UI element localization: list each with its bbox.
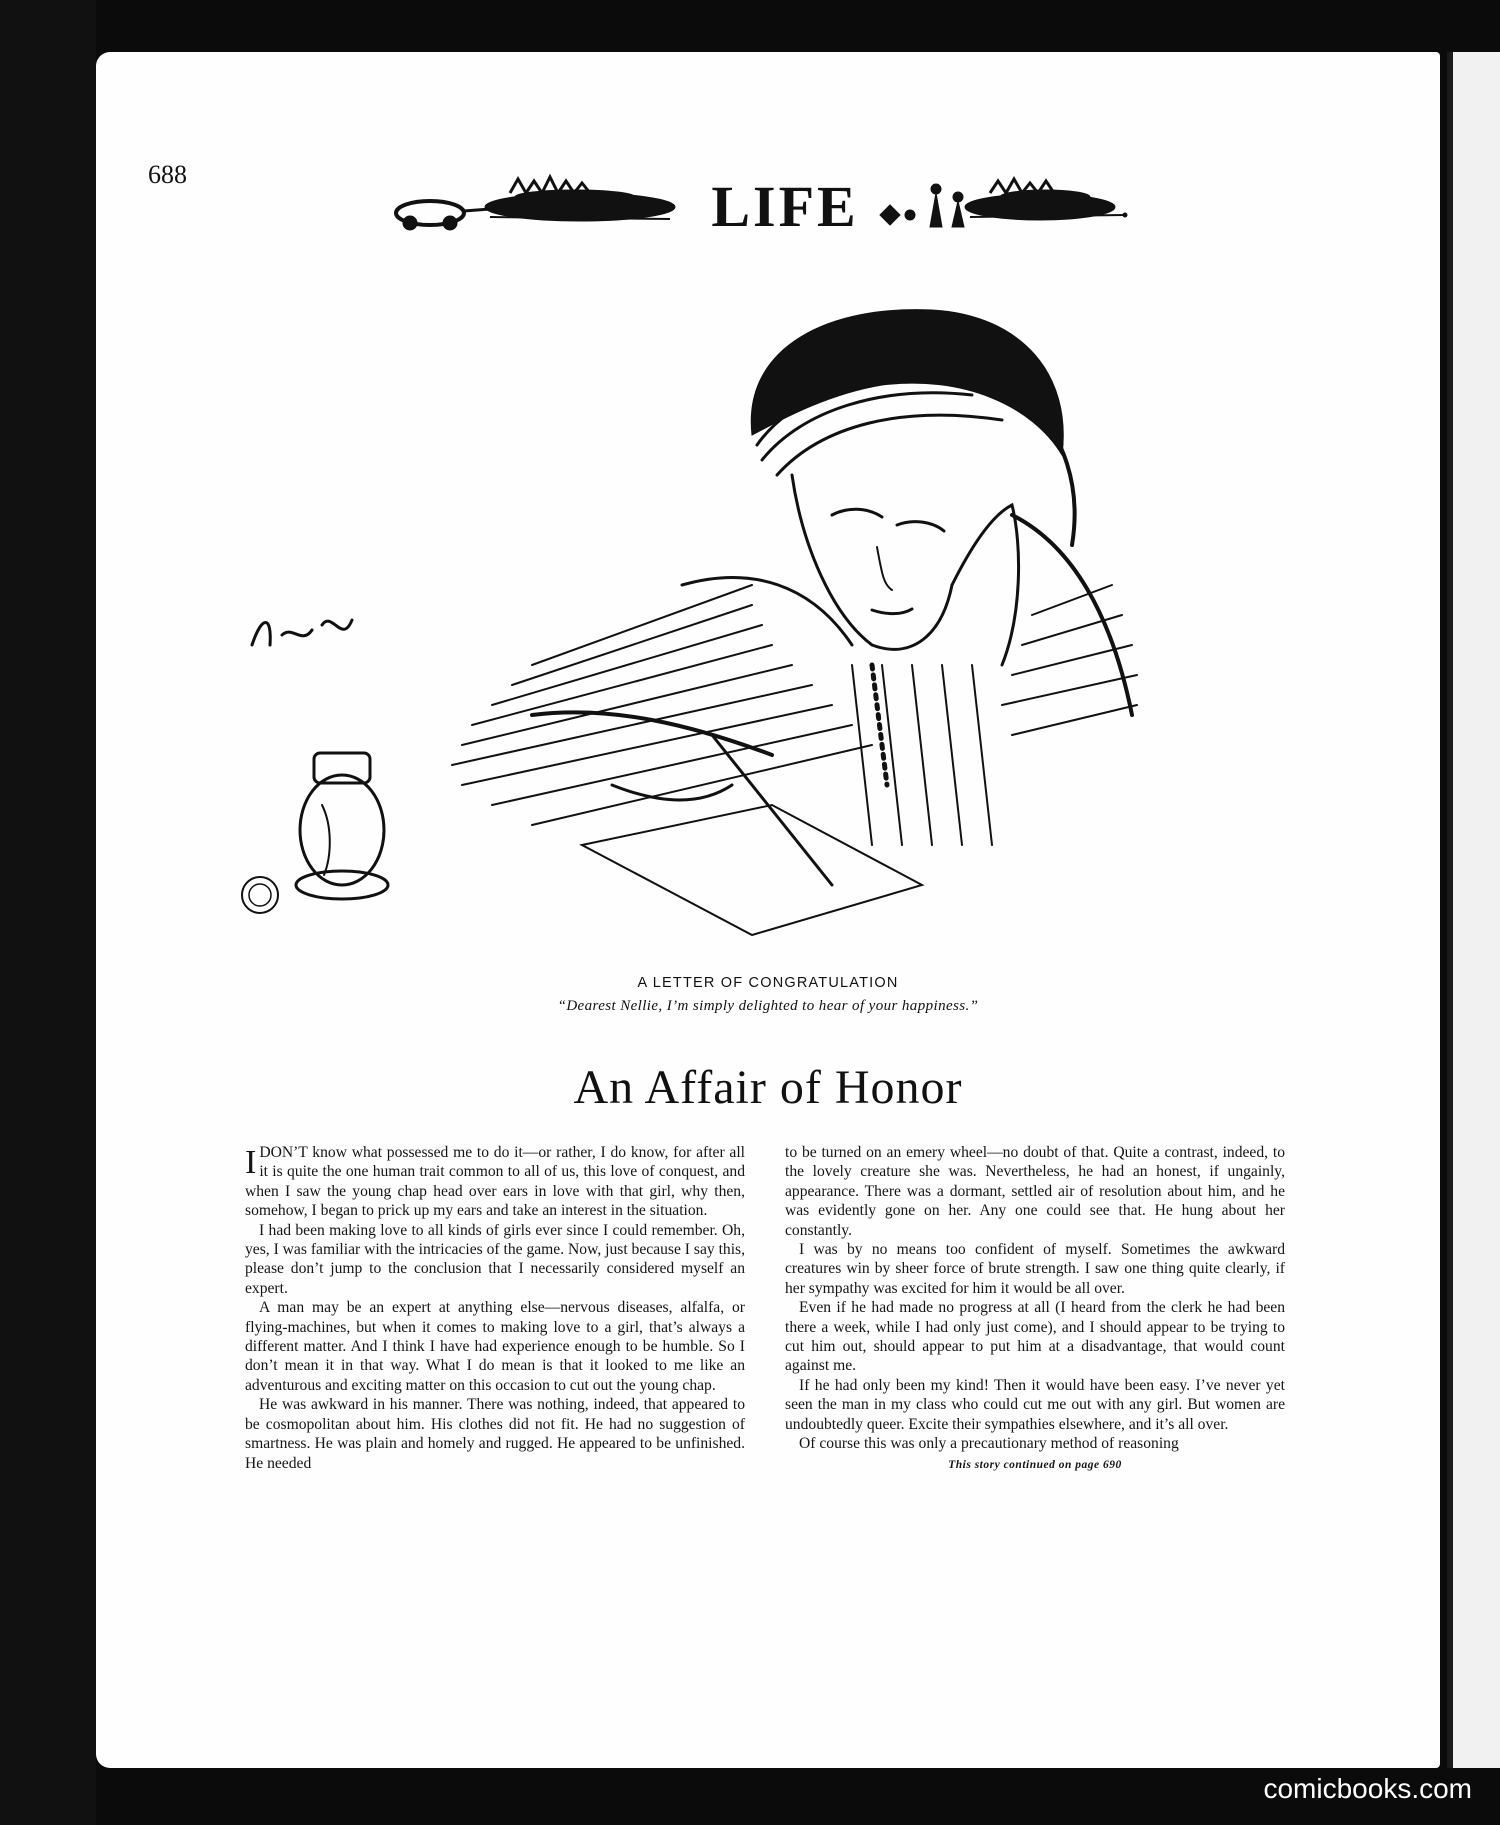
article-paragraph: I had been making love to all kinds of girls ever since I could remember. Oh, yes, I was familiar with the intricacies of the game. Now, just because I say this, please don’t jump to the conclusion that I necessarily considered myself an expert. <box>245 1221 746 1297</box>
continued-note: This story continued on page 690 <box>948 1458 1122 1471</box>
article-paragraph: Of course this was only a precautionary method of reasoning <box>799 1435 1179 1453</box>
article-paragraph: IDON’T know what possessed me to do it—or rather, I do know, for after all it is quite the one human trait common to all of us, this love of conquest, and when I saw the young chap head over ears in love with that girl, why then, somehow, I began to prick up my ears and take an interest in the situation. <box>245 1144 745 1220</box>
article-paragraph: to be turned on an emery wheel—no doubt of that. Quite a contrast, indeed, to the lovely creature she was. Nevertheless, he had an honest, if ungainly, appearance. There was a dormant, settled air of resolution about him, and he was evidently gone on her. Any one could see that. He hung about her constantly. <box>785 1144 1285 1239</box>
watermark: comicbooks.com <box>1263 1773 1472 1804</box>
article-column-right <box>785 1143 1285 1475</box>
page-spine <box>1447 52 1453 1768</box>
scan-left-margin <box>0 0 96 1825</box>
masthead-title: LIFE <box>711 174 859 239</box>
article-paragraph: He was awkward in his manner. There was nothing, indeed, that appeared to be cosmopolitan about him. His clothes did not fit. He had no suggestion of smartness. He was plain and homely and rugged. He appeared to be unfinished. He needed <box>245 1396 745 1472</box>
masthead <box>370 165 1130 255</box>
article-paragraph: Even if he had made no progress at all (I heard from the clerk he had been there a week, while I had only just come), and I should appear to be trying to cut him out, should appear to put him at a disadvantage, that would count against me. <box>785 1299 1285 1375</box>
article-paragraph: If he had only been my kind! Then it would have been easy. I’ve never yet seen the man in my class who could cut me out with any girl. But women are undoubtedly queer. Excite their sympathies elsewhere, and it’s all over. <box>785 1376 1285 1433</box>
illustration-woman-writing <box>232 285 1232 945</box>
article-column-left <box>245 1143 745 1473</box>
illustration-caption-quote: “Dearest Nellie, I’m simply delighted to hear of your happiness.” <box>557 998 979 1014</box>
article-paragraph: I was by no means too confident of myself. Sometimes the awkward creatures win by sheer force of brute strength. I saw one thing quite clearly, if her sympathy was excited for him it would be all over. <box>785 1241 1285 1297</box>
illustration-caption-title: A LETTER OF CONGRATULATION <box>637 975 899 991</box>
article-paragraph: A man may be an expert at anything else—nervous diseases, alfalfa, or flying-machines, but when it comes to making love to a girl, that’s always a different matter. And I think I have had experience enough to be humble. So I don’t mean it in that way. What I do mean is that it looked to me like an adventurous and exciting matter on this occasion to cut out the young chap. <box>245 1299 745 1394</box>
page-number: 688 <box>148 160 187 189</box>
next-page-edge <box>1447 52 1500 1768</box>
article-title: An Affair of Honor <box>573 1061 963 1114</box>
illustration-drawing <box>232 285 1232 945</box>
